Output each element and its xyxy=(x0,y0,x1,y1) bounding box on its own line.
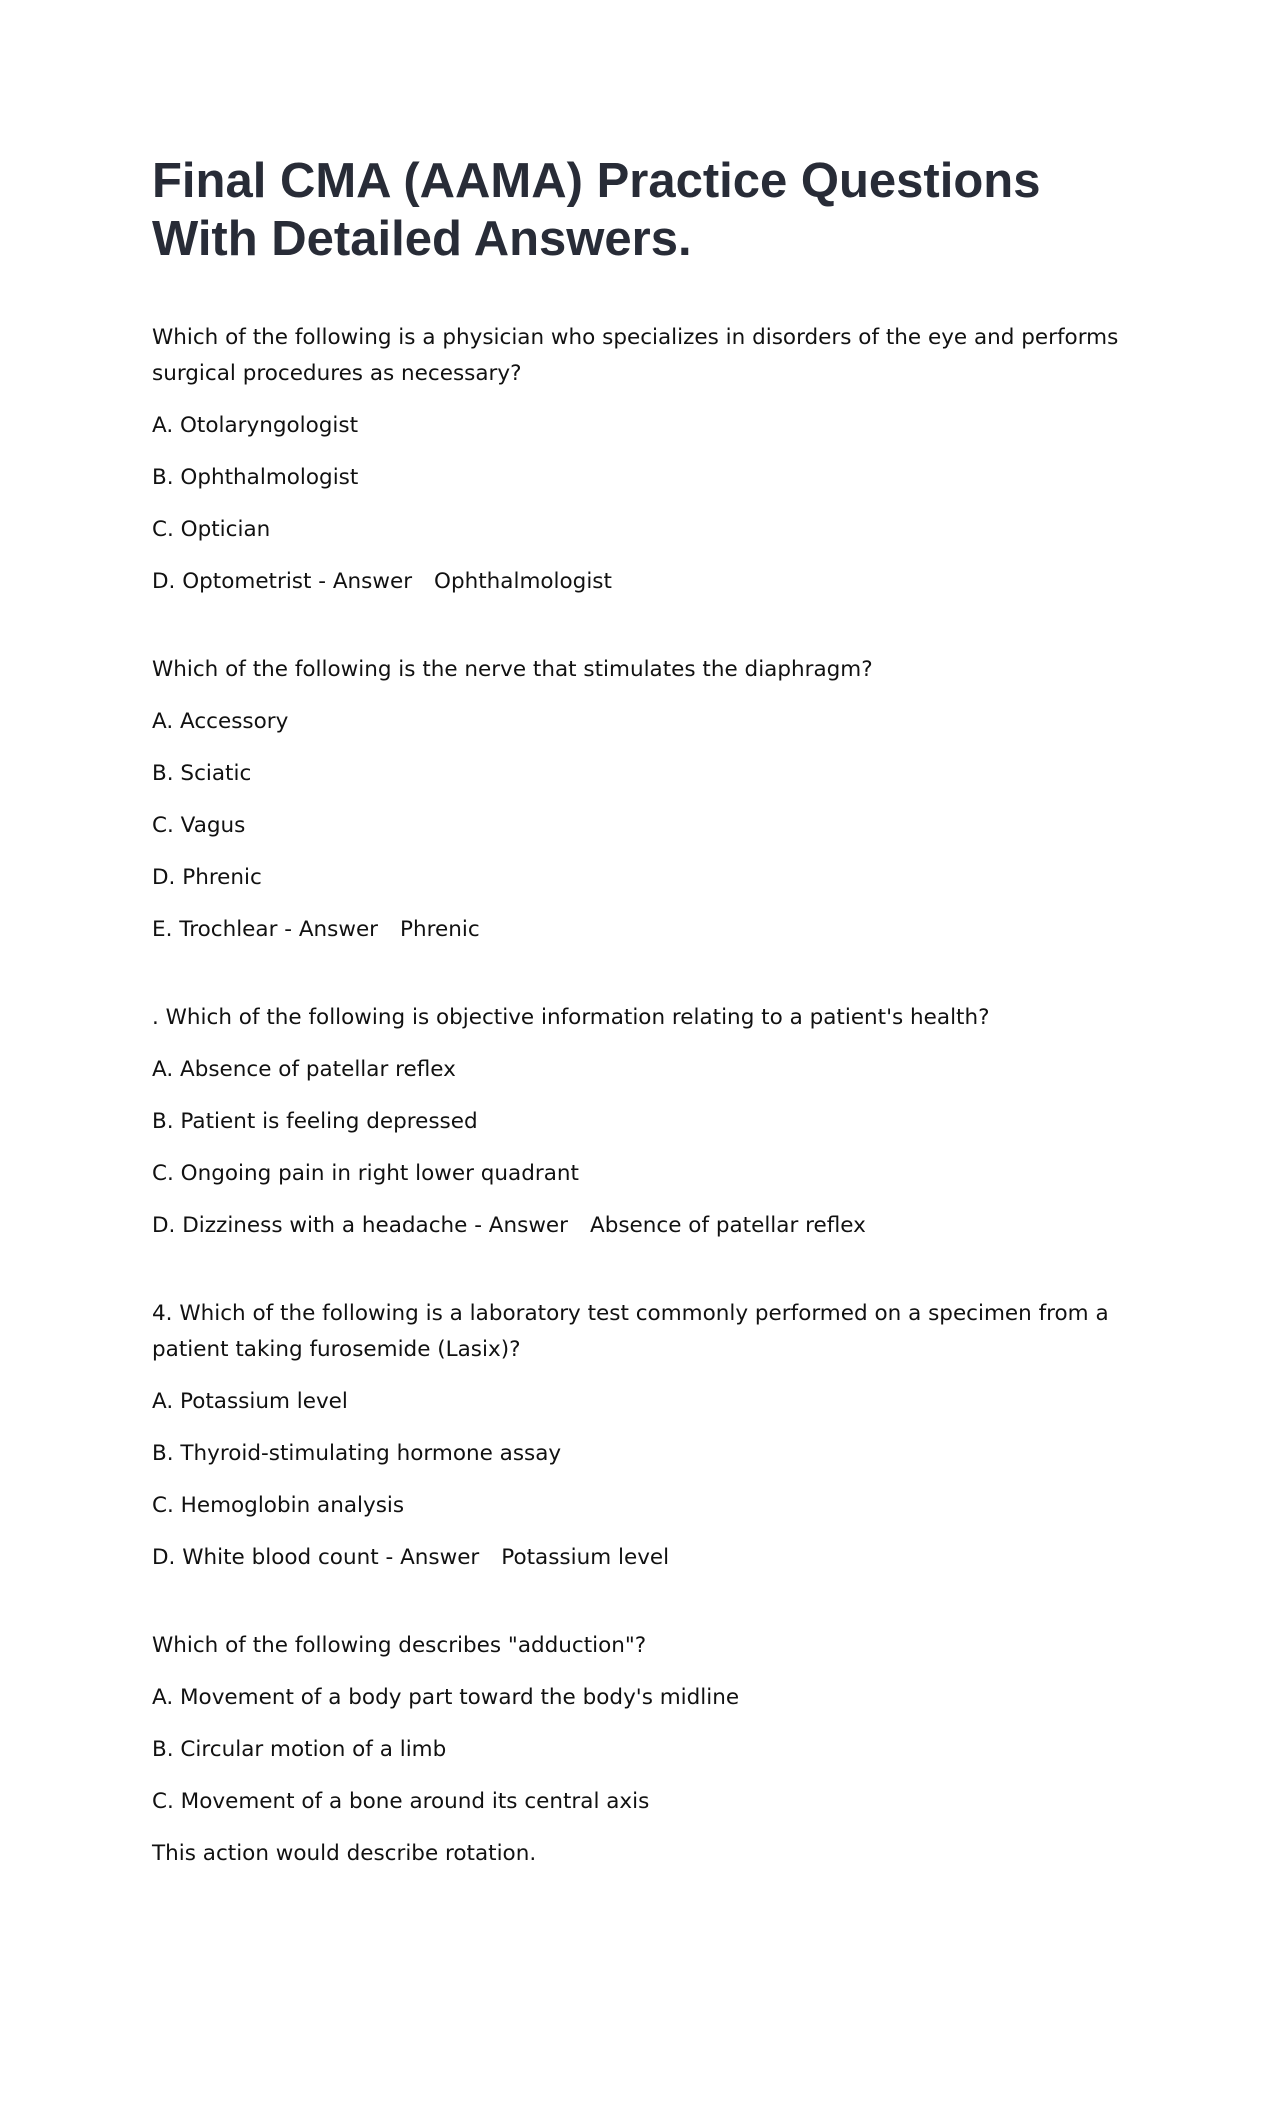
answer-option: C. Hemoglobin analysis xyxy=(152,1493,405,1518)
answer-option: B. Sciatic xyxy=(152,761,252,786)
question-block xyxy=(152,1628,1128,1872)
answer-option-with-answer xyxy=(152,1208,1128,1244)
answer-option: B. Circular motion of a limb xyxy=(152,1737,447,1762)
correct-answer: Phrenic xyxy=(400,917,480,942)
correct-answer: Potassium level xyxy=(501,1545,670,1570)
question-text: 4. Which of the following is a laboratory test commonly performed on a specimen from a patient taking furosemide (Lasix)? xyxy=(152,1301,1116,1362)
answer-option-with-answer xyxy=(152,564,1128,600)
question-block xyxy=(152,652,1128,948)
answer-option: B. Thyroid-stimulating hormone assay xyxy=(152,1441,562,1466)
answer-option: A. Accessory xyxy=(152,709,289,734)
last-option-label: E. Trochlear - Answer xyxy=(152,917,379,942)
question-block xyxy=(152,1000,1128,1244)
last-option-label: D. Optometrist - Answer xyxy=(152,569,413,594)
explanation-note: This action would describe rotation. xyxy=(152,1841,537,1866)
answer-option-with-answer xyxy=(152,912,1128,948)
answer-option-with-answer xyxy=(152,1540,1128,1576)
last-option-label: D. Dizziness with a headache - Answer xyxy=(152,1213,568,1238)
answer-option: D. Phrenic xyxy=(152,865,262,890)
answer-option: C. Vagus xyxy=(152,813,246,838)
document-title: Final CMA (AAMA) Practice Questions With Detailed Answers. xyxy=(152,154,1041,266)
answer-option: C. Ongoing pain in right lower quadrant xyxy=(152,1161,579,1186)
question-text: . Which of the following is objective information relating to a patient's health? xyxy=(152,1005,990,1030)
question-text: Which of the following is a physician who specializes in disorders of the eye and performs surgical procedures as necessary? xyxy=(152,325,1126,386)
last-option-label: D. White blood count - Answer xyxy=(152,1545,480,1570)
question-text: Which of the following is the nerve that stimulates the diaphragm? xyxy=(152,657,873,682)
correct-answer: Absence of patellar reflex xyxy=(590,1213,866,1238)
question-text: Which of the following describes "adduction"? xyxy=(152,1633,647,1658)
question-block xyxy=(152,1296,1128,1576)
answer-option: B. Ophthalmologist xyxy=(152,465,359,490)
answer-option: A. Potassium level xyxy=(152,1389,348,1414)
answer-option: C. Movement of a bone around its central axis xyxy=(152,1789,650,1814)
answer-option: A. Movement of a body part toward the body's midline xyxy=(152,1685,740,1710)
answer-option: C. Optician xyxy=(152,517,271,542)
answer-option: B. Patient is feeling depressed xyxy=(152,1109,478,1134)
answer-option: A. Absence of patellar reflex xyxy=(152,1057,456,1082)
correct-answer: Ophthalmologist xyxy=(434,569,612,594)
question-block xyxy=(152,320,1128,600)
answer-option: A. Otolaryngologist xyxy=(152,413,359,438)
